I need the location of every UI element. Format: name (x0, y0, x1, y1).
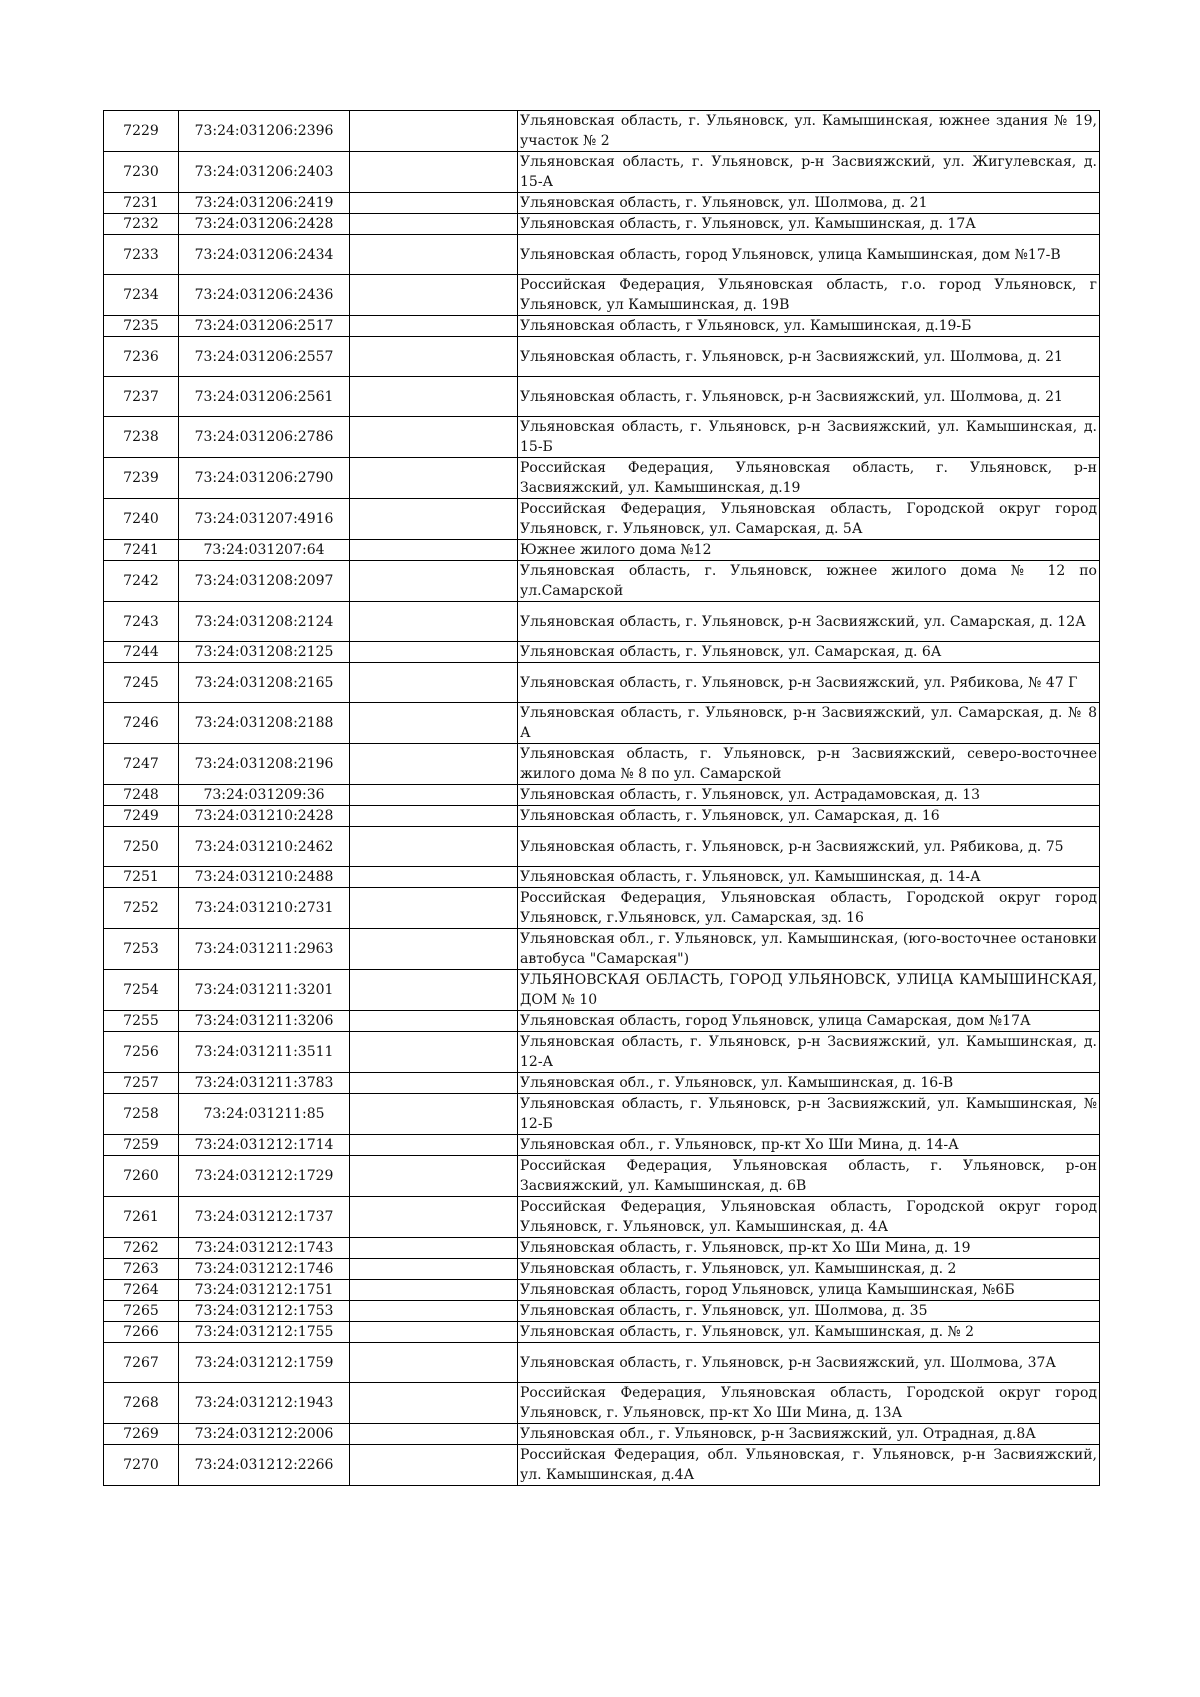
row-number: 7229 (104, 111, 179, 152)
address: Российская Федерация, Ульяновская область, Городской округ город Ульяновск, г.Ульяновск, ул. Самарская, зд. 16 (518, 888, 1100, 929)
cadastral-number: 73:24:031211:3201 (179, 970, 350, 1011)
address: Ульяновская обл., г. Ульяновск, ул. Камышинская, (юго-восточнее остановки автобуса "Самарская") (518, 929, 1100, 970)
empty-cell (350, 827, 518, 867)
table-row (104, 602, 1100, 642)
row-number: 7257 (104, 1073, 179, 1094)
table-row (104, 417, 1100, 458)
address: Ульяновская область, г. Ульяновск, р-н Засвияжский, ул. Шолмова, д. 21 (518, 337, 1100, 377)
address: Ульяновская область, г. Ульяновск, р-н Засвияжский, ул. Самарская, д. № 8 А (518, 703, 1100, 744)
empty-cell (350, 1197, 518, 1238)
cadastral-number: 73:24:031208:2125 (179, 642, 350, 663)
cadastral-number: 73:24:031212:2266 (179, 1445, 350, 1486)
row-number: 7242 (104, 561, 179, 602)
table-row (104, 1197, 1100, 1238)
address: Ульяновская область, г. Ульяновск, южнее жилого дома № 12 по ул.Самарской (518, 561, 1100, 602)
cadastral-number: 73:24:031206:2786 (179, 417, 350, 458)
table-row (104, 744, 1100, 785)
empty-cell (350, 417, 518, 458)
table-row (104, 275, 1100, 316)
row-number: 7264 (104, 1280, 179, 1301)
address: Ульяновская область, г. Ульяновск, р-н Засвияжский, северо-восточнее жилого дома № 8 по ул. Самарской (518, 744, 1100, 785)
row-number: 7260 (104, 1156, 179, 1197)
cadastral-number: 73:24:031208:2165 (179, 663, 350, 703)
empty-cell (350, 806, 518, 827)
row-number: 7246 (104, 703, 179, 744)
empty-cell (350, 970, 518, 1011)
address: Южнее жилого дома №12 (518, 540, 1100, 561)
row-number: 7233 (104, 235, 179, 275)
address: Ульяновская область, г. Ульяновск, р-н Засвияжский, ул. Самарская, д. 12А (518, 602, 1100, 642)
address: Ульяновская область, г. Ульяновск, пр-кт Хо Ши Мина, д. 19 (518, 1238, 1100, 1259)
table-row (104, 337, 1100, 377)
cadastral-number: 73:24:031206:2396 (179, 111, 350, 152)
empty-cell (350, 275, 518, 316)
table-row (104, 1280, 1100, 1301)
row-number: 7252 (104, 888, 179, 929)
address: Российская Федерация, обл. Ульяновская, г. Ульяновск, р-н Засвияжский, ул. Камышинская, д.4А (518, 1445, 1100, 1486)
empty-cell (350, 1424, 518, 1445)
cadastral-number: 73:24:031206:2557 (179, 337, 350, 377)
address: Ульяновская область, город Ульяновск, улица Камышинская, дом №17-В (518, 235, 1100, 275)
empty-cell (350, 1259, 518, 1280)
empty-cell (350, 1280, 518, 1301)
table-row (104, 642, 1100, 663)
empty-cell (350, 458, 518, 499)
cadastral-number: 73:24:031206:2561 (179, 377, 350, 417)
row-number: 7262 (104, 1238, 179, 1259)
empty-cell (350, 888, 518, 929)
cadastral-number: 73:24:031211:85 (179, 1094, 350, 1135)
table-row (104, 316, 1100, 337)
row-number: 7249 (104, 806, 179, 827)
table-row (104, 499, 1100, 540)
empty-cell (350, 499, 518, 540)
address: Российская Федерация, Ульяновская область, Городской округ город Ульяновск, г. Ульяновск, ул. Самарская, д. 5А (518, 499, 1100, 540)
address: Ульяновская область, г. Ульяновск, р-н Засвияжский, ул. Жигулевская, д. 15-А (518, 152, 1100, 193)
address: Ульяновская область, г Ульяновск, ул. Камышинская, д.19-Б (518, 316, 1100, 337)
address: Ульяновская область, г. Ульяновск, ул. Камышинская, д. № 2 (518, 1322, 1100, 1343)
row-number: 7255 (104, 1011, 179, 1032)
table-row (104, 929, 1100, 970)
address: Ульяновская область, г. Ульяновск, ул. Шолмова, д. 35 (518, 1301, 1100, 1322)
address: Ульяновская область, г. Ульяновск, ул. Камышинская, южнее здания № 19, участок № 2 (518, 111, 1100, 152)
cadastral-number: 73:24:031210:2462 (179, 827, 350, 867)
empty-cell (350, 663, 518, 703)
cadastral-number: 73:24:031212:1753 (179, 1301, 350, 1322)
table-row (104, 561, 1100, 602)
empty-cell (350, 867, 518, 888)
table-row (104, 1343, 1100, 1383)
row-number: 7266 (104, 1322, 179, 1343)
cadastral-number: 73:24:031212:2006 (179, 1424, 350, 1445)
address: Ульяновская обл., г. Ульяновск, р-н Засвияжский, ул. Отрадная, д.8А (518, 1424, 1100, 1445)
row-number: 7265 (104, 1301, 179, 1322)
table-row (104, 785, 1100, 806)
row-number: 7253 (104, 929, 179, 970)
empty-cell (350, 193, 518, 214)
address: Ульяновская область, г. Ульяновск, ул. Шолмова, д. 21 (518, 193, 1100, 214)
empty-cell (350, 152, 518, 193)
address: Российская Федерация, Ульяновская область, г. Ульяновск, р-н Засвияжский, ул. Камышинская, д.19 (518, 458, 1100, 499)
table-row (104, 214, 1100, 235)
cadastral-register-table (103, 110, 1100, 1486)
cadastral-number: 73:24:031212:1759 (179, 1343, 350, 1383)
table-row (104, 1238, 1100, 1259)
cadastral-number: 73:24:031212:1743 (179, 1238, 350, 1259)
cadastral-number: 73:24:031206:2428 (179, 214, 350, 235)
address: Ульяновская обл., г. Ульяновск, пр-кт Хо Ши Мина, д. 14-А (518, 1135, 1100, 1156)
cadastral-number: 73:24:031207:64 (179, 540, 350, 561)
row-number: 7269 (104, 1424, 179, 1445)
row-number: 7245 (104, 663, 179, 703)
cadastral-number: 73:24:031211:3511 (179, 1032, 350, 1073)
table-row (104, 1156, 1100, 1197)
empty-cell (350, 1301, 518, 1322)
cadastral-number: 73:24:031208:2097 (179, 561, 350, 602)
empty-cell (350, 1445, 518, 1486)
table-row (104, 1424, 1100, 1445)
table-row (104, 806, 1100, 827)
table-row (104, 888, 1100, 929)
row-number: 7256 (104, 1032, 179, 1073)
address: УЛЬЯНОВСКАЯ ОБЛАСТЬ, ГОРОД УЛЬЯНОВСК, УЛИЦА КАМЫШИНСКАЯ, ДОМ № 10 (518, 970, 1100, 1011)
address: Ульяновская область, город Ульяновск, улица Самарская, дом №17А (518, 1011, 1100, 1032)
address: Ульяновская область, г. Ульяновск, р-н Засвияжский, ул. Рябикова, д. 75 (518, 827, 1100, 867)
address: Ульяновская область, г. Ульяновск, ул. Камышинская, д. 14-А (518, 867, 1100, 888)
address: Ульяновская область, г. Ульяновск, р-н Засвияжский, ул. Шолмова, 37А (518, 1343, 1100, 1383)
row-number: 7244 (104, 642, 179, 663)
row-number: 7258 (104, 1094, 179, 1135)
address: Российская Федерация, Ульяновская область, Городской округ город Ульяновск, г. Ульяновск, ул. Камышинская, д. 4А (518, 1197, 1100, 1238)
empty-cell (350, 1322, 518, 1343)
cadastral-number: 73:24:031207:4916 (179, 499, 350, 540)
empty-cell (350, 744, 518, 785)
address: Российская Федерация, Ульяновская область, Городской округ город Ульяновск, г. Ульяновск, пр-кт Хо Ши Мина, д. 13А (518, 1383, 1100, 1424)
empty-cell (350, 1094, 518, 1135)
empty-cell (350, 1032, 518, 1073)
row-number: 7251 (104, 867, 179, 888)
table-row (104, 1094, 1100, 1135)
address: Ульяновская область, г. Ульяновск, р-н Засвияжский, ул. Камышинская, № 12-Б (518, 1094, 1100, 1135)
address: Ульяновская область, город Ульяновск, улица Камышинская, №6Б (518, 1280, 1100, 1301)
cadastral-number: 73:24:031206:2436 (179, 275, 350, 316)
empty-cell (350, 703, 518, 744)
table-row (104, 703, 1100, 744)
row-number: 7254 (104, 970, 179, 1011)
cadastral-number: 73:24:031206:2434 (179, 235, 350, 275)
table-row (104, 1011, 1100, 1032)
empty-cell (350, 929, 518, 970)
table-row (104, 1301, 1100, 1322)
empty-cell (350, 642, 518, 663)
table-row (104, 867, 1100, 888)
address: Ульяновская область, г. Ульяновск, р-н Засвияжский, ул. Камышинская, д. 12-А (518, 1032, 1100, 1073)
empty-cell (350, 1135, 518, 1156)
empty-cell (350, 785, 518, 806)
empty-cell (350, 337, 518, 377)
cadastral-number: 73:24:031212:1751 (179, 1280, 350, 1301)
empty-cell (350, 1073, 518, 1094)
empty-cell (350, 377, 518, 417)
table-row (104, 377, 1100, 417)
cadastral-number: 73:24:031212:1755 (179, 1322, 350, 1343)
row-number: 7263 (104, 1259, 179, 1280)
cadastral-number: 73:24:031206:2419 (179, 193, 350, 214)
empty-cell (350, 111, 518, 152)
cadastral-number: 73:24:031208:2188 (179, 703, 350, 744)
row-number: 7250 (104, 827, 179, 867)
address: Российская Федерация, Ульяновская область, г.о. город Ульяновск, г Ульяновск, ул Камышинская, д. 19В (518, 275, 1100, 316)
row-number: 7270 (104, 1445, 179, 1486)
cadastral-number: 73:24:031206:2517 (179, 316, 350, 337)
address: Ульяновская область, г. Ульяновск, р-н Засвияжский, ул. Шолмова, д. 21 (518, 377, 1100, 417)
cadastral-number: 73:24:031210:2731 (179, 888, 350, 929)
address: Ульяновская область, г. Ульяновск, р-н Засвияжский, ул. Рябикова, № 47 Г (518, 663, 1100, 703)
cadastral-number: 73:24:031211:3783 (179, 1073, 350, 1094)
cadastral-number: 73:24:031212:1746 (179, 1259, 350, 1280)
table-row (104, 1135, 1100, 1156)
empty-cell (350, 214, 518, 235)
table-row (104, 1322, 1100, 1343)
table-body (104, 111, 1100, 1486)
table-row (104, 1073, 1100, 1094)
cadastral-number: 73:24:031208:2196 (179, 744, 350, 785)
row-number: 7236 (104, 337, 179, 377)
cadastral-number: 73:24:031212:1737 (179, 1197, 350, 1238)
empty-cell (350, 1343, 518, 1383)
row-number: 7243 (104, 602, 179, 642)
cadastral-number: 73:24:031212:1714 (179, 1135, 350, 1156)
cadastral-number: 73:24:031208:2124 (179, 602, 350, 642)
address: Ульяновская область, г. Ульяновск, ул. Самарская, д. 16 (518, 806, 1100, 827)
table-row (104, 540, 1100, 561)
row-number: 7232 (104, 214, 179, 235)
empty-cell (350, 316, 518, 337)
table-row (104, 458, 1100, 499)
cadastral-number: 73:24:031211:2963 (179, 929, 350, 970)
address: Ульяновская область, г. Ульяновск, ул. Камышинская, д. 17А (518, 214, 1100, 235)
table-row (104, 193, 1100, 214)
cadastral-number: 73:24:031211:3206 (179, 1011, 350, 1032)
row-number: 7237 (104, 377, 179, 417)
address: Ульяновская область, г. Ульяновск, р-н Засвияжский, ул. Камышинская, д. 15-Б (518, 417, 1100, 458)
table-row (104, 970, 1100, 1011)
address: Российская Федерация, Ульяновская область, г. Ульяновск, р-он Засвияжский, ул. Камышинская, д. 6В (518, 1156, 1100, 1197)
cadastral-number: 73:24:031206:2790 (179, 458, 350, 499)
cadastral-number: 73:24:031206:2403 (179, 152, 350, 193)
row-number: 7238 (104, 417, 179, 458)
empty-cell (350, 235, 518, 275)
table-row (104, 111, 1100, 152)
empty-cell (350, 1156, 518, 1197)
row-number: 7261 (104, 1197, 179, 1238)
row-number: 7231 (104, 193, 179, 214)
table-row (104, 1383, 1100, 1424)
empty-cell (350, 1011, 518, 1032)
address: Ульяновская область, г. Ульяновск, ул. Астрадамовская, д. 13 (518, 785, 1100, 806)
empty-cell (350, 561, 518, 602)
table-row (104, 235, 1100, 275)
address: Ульяновская область, г. Ульяновск, ул. Камышинская, д. 2 (518, 1259, 1100, 1280)
cadastral-number: 73:24:031210:2428 (179, 806, 350, 827)
address: Ульяновская область, г. Ульяновск, ул. Самарская, д. 6А (518, 642, 1100, 663)
empty-cell (350, 1238, 518, 1259)
row-number: 7230 (104, 152, 179, 193)
cadastral-number: 73:24:031212:1943 (179, 1383, 350, 1424)
row-number: 7234 (104, 275, 179, 316)
cadastral-number: 73:24:031210:2488 (179, 867, 350, 888)
table-row (104, 663, 1100, 703)
cadastral-number: 73:24:031212:1729 (179, 1156, 350, 1197)
table-row (104, 1445, 1100, 1486)
empty-cell (350, 602, 518, 642)
row-number: 7235 (104, 316, 179, 337)
empty-cell (350, 540, 518, 561)
row-number: 7247 (104, 744, 179, 785)
row-number: 7268 (104, 1383, 179, 1424)
row-number: 7241 (104, 540, 179, 561)
cadastral-number: 73:24:031209:36 (179, 785, 350, 806)
row-number: 7240 (104, 499, 179, 540)
empty-cell (350, 1383, 518, 1424)
row-number: 7259 (104, 1135, 179, 1156)
table-row (104, 1259, 1100, 1280)
address: Ульяновская обл., г. Ульяновск, ул. Камышинская, д. 16-В (518, 1073, 1100, 1094)
row-number: 7267 (104, 1343, 179, 1383)
table-row (104, 827, 1100, 867)
table-row (104, 152, 1100, 193)
table-row (104, 1032, 1100, 1073)
row-number: 7248 (104, 785, 179, 806)
row-number: 7239 (104, 458, 179, 499)
